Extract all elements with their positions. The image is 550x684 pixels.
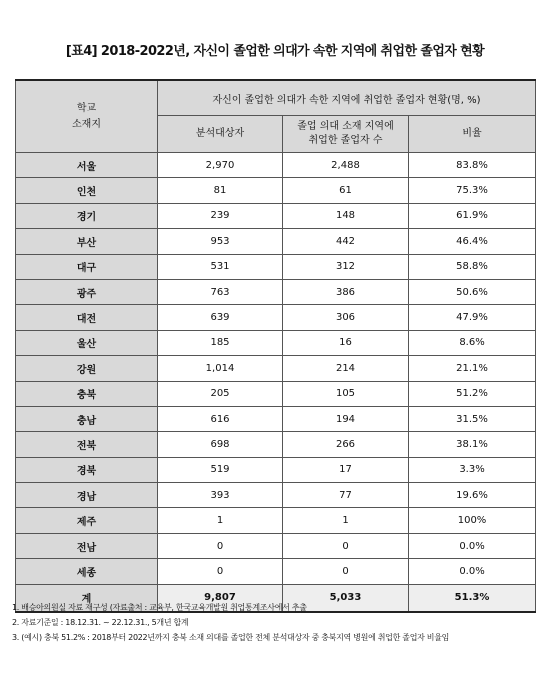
column-header-rate: 비율 [409,116,536,153]
table-row [16,356,536,381]
employed-cell: 17 [283,457,409,482]
employed-cell: 0 [283,559,409,584]
table-row [16,533,536,558]
table-row [16,305,536,330]
table-body [16,153,536,612]
employed-cell: 386 [283,279,409,304]
total-cell: 698 [158,432,283,457]
table-row [16,381,536,406]
employed-cell: 306 [283,305,409,330]
column-header-employed-line2: 취업한 졸업자 수 [308,135,383,147]
total-cell: 2,970 [158,153,283,178]
table-row [16,254,536,279]
region-cell: 충남 [16,406,158,431]
header-row-1 [16,80,536,116]
total-cell: 1,014 [158,356,283,381]
employed-cell: 2,488 [283,153,409,178]
region-cell: 부산 [16,229,158,254]
employment-table [15,79,536,613]
column-header-total: 분석대상자 [158,116,283,153]
total-cell: 639 [158,305,283,330]
employed-cell: 194 [283,406,409,431]
region-cell: 경남 [16,483,158,508]
total-cell: 616 [158,406,283,431]
region-cell: 서울 [16,153,158,178]
table-row [16,432,536,457]
region-cell: 강원 [16,356,158,381]
rate-cell: 50.6% [409,279,536,304]
region-cell: 대전 [16,305,158,330]
region-cell: 제주 [16,508,158,533]
total-cell: 0 [158,533,283,558]
column-header-employed [283,116,409,153]
total-cell: 1 [158,508,283,533]
total-cell: 519 [158,457,283,482]
region-cell: 경북 [16,457,158,482]
employed-cell: 16 [283,330,409,355]
table-row [16,483,536,508]
footnote-example: 3. (예시) 충북 51.2% : 2018부터 2022년까지 충북 소재 의대를 졸업한 전체 분석대상자 중 충북지역 병원에 취업한 졸업자 비율임 [12,633,450,642]
rate-cell: 21.1% [409,356,536,381]
table-row [16,406,536,431]
region-cell: 경기 [16,203,158,228]
table-row [16,330,536,355]
rate-cell: 3.3% [409,457,536,482]
total-sum-cell: 9,807 [158,584,283,612]
region-cell: 대구 [16,254,158,279]
total-cell: 953 [158,229,283,254]
total-cell: 81 [158,178,283,203]
table-row [16,178,536,203]
footnote-period: 2. 자료기준일 : 18.12.31. ~ 22.12.31., 5개년 합계 [12,618,189,627]
rate-cell: 47.9% [409,305,536,330]
table-row [16,279,536,304]
employed-cell: 61 [283,178,409,203]
rate-overall-cell: 51.3% [409,584,536,612]
rate-cell: 51.2% [409,381,536,406]
region-cell: 전남 [16,533,158,558]
rate-cell: 75.3% [409,178,536,203]
employed-cell: 148 [283,203,409,228]
region-header-line2: 소재지 [72,118,101,130]
document-title: [표4] 2018-2022년, 자신이 졸업한 의대가 속한 지역에 취업한 졸업자 현황 [65,44,485,59]
total-cell: 185 [158,330,283,355]
table-row [16,508,536,533]
table-row [16,559,536,584]
employed-cell: 214 [283,356,409,381]
total-cell: 205 [158,381,283,406]
employed-sum-cell: 5,033 [283,584,409,612]
employed-cell: 1 [283,508,409,533]
rate-cell: 58.8% [409,254,536,279]
column-header-employed-line1: 졸업 의대 소재 지역에 [297,121,394,133]
rate-cell: 31.5% [409,406,536,431]
total-cell: 239 [158,203,283,228]
rate-cell: 46.4% [409,229,536,254]
rate-cell: 0.0% [409,559,536,584]
total-label-cell: 계 [16,584,158,612]
rate-cell: 0.0% [409,533,536,558]
rate-cell: 61.9% [409,203,536,228]
region-cell: 울산 [16,330,158,355]
group-header: 자신이 졸업한 의대가 속한 지역에 취업한 졸업자 현황(명, %) [158,80,536,116]
employed-cell: 312 [283,254,409,279]
region-cell: 인천 [16,178,158,203]
employed-cell: 105 [283,381,409,406]
region-cell: 광주 [16,279,158,304]
region-header-line1: 학교 [76,102,97,114]
total-cell: 763 [158,279,283,304]
table-row [16,153,536,178]
table-row [16,229,536,254]
rate-cell: 100% [409,508,536,533]
region-header [16,80,158,153]
rate-cell: 8.6% [409,330,536,355]
employed-cell: 442 [283,229,409,254]
total-cell: 393 [158,483,283,508]
employed-cell: 77 [283,483,409,508]
footnote-source: 1. 배승아의원실 자료 재구성 (자료출처 : 교육부, 한국교육개발원 취업통계조사에서 추출 [12,603,307,612]
employed-cell: 266 [283,432,409,457]
table-row [16,203,536,228]
total-cell: 531 [158,254,283,279]
region-cell: 세종 [16,559,158,584]
region-cell: 전북 [16,432,158,457]
rate-cell: 83.8% [409,153,536,178]
employed-cell: 0 [283,533,409,558]
rate-cell: 38.1% [409,432,536,457]
footnotes [12,600,542,645]
rate-cell: 19.6% [409,483,536,508]
table-row [16,457,536,482]
total-cell: 0 [158,559,283,584]
region-cell: 충북 [16,381,158,406]
